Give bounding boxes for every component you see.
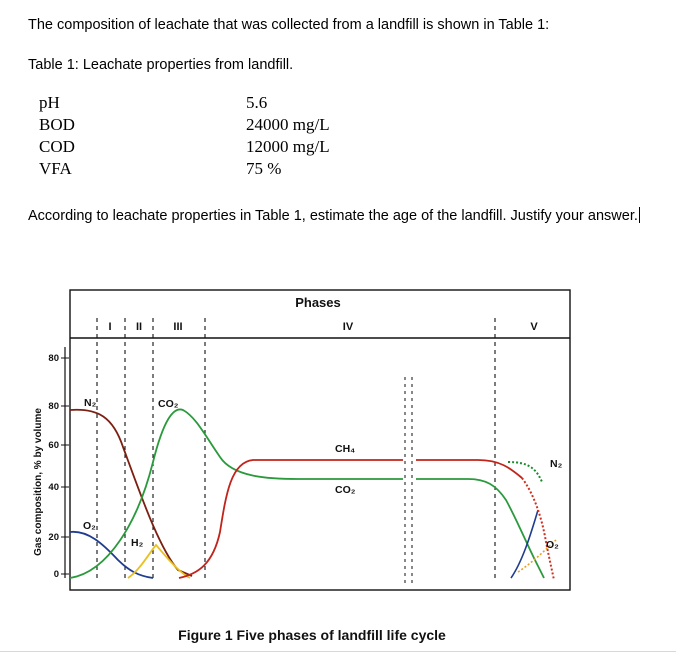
co2-peak-label: CO₂	[158, 398, 179, 410]
y-tick-label: 60	[48, 440, 59, 451]
property-value: 24000 mg/L	[246, 115, 330, 134]
phases-title: Phases	[295, 295, 341, 310]
ch4-label: CH₄	[335, 443, 356, 455]
property-value: 75 %	[246, 159, 282, 178]
phase-label-ii: II	[135, 321, 143, 333]
property-name: COD	[39, 137, 75, 156]
y-axis	[48, 347, 69, 580]
page-divider	[0, 651, 676, 652]
ch4-curve	[179, 460, 522, 578]
property-name: pH	[39, 93, 60, 112]
o2-right-label: O₂	[546, 539, 559, 551]
y-tick-label: 80	[48, 353, 59, 364]
property-value: 5.6	[246, 93, 268, 112]
phase-label-i: I	[108, 321, 112, 333]
figure-caption: Figure 1 Five phases of landfill life cycle	[178, 627, 446, 643]
question-paragraph[interactable]	[28, 204, 664, 228]
y-tick-label: 20	[48, 532, 59, 543]
co2-label: CO₂	[335, 484, 356, 496]
intro-text: The composition of leachate that was collected from a landfill is shown in Table 1:	[28, 17, 550, 33]
n2-right-label: N₂	[550, 458, 563, 470]
h2-label: H₂	[131, 537, 144, 549]
n2-label: N₂	[84, 397, 97, 409]
property-name: BOD	[39, 115, 75, 134]
phase-label-iii: III	[173, 321, 183, 333]
text-cursor	[639, 207, 640, 223]
phase-label-iv: IV	[342, 321, 354, 333]
y-tick-label: 40	[48, 482, 59, 493]
y-axis-label: Gas composition, % by volume	[33, 408, 44, 556]
n2-rising-curve	[511, 510, 538, 578]
question-text: According to leachate properties in Table 1, estimate the age of the landfill. Justify your answer.	[28, 208, 638, 224]
property-value: 12000 mg/L	[246, 137, 330, 156]
axis-break	[405, 377, 412, 587]
o2-label: O₂	[83, 520, 96, 532]
y-tick-label: 0	[53, 569, 59, 580]
phase-label-v: V	[530, 321, 538, 333]
landfill-phase-figure	[28, 282, 648, 652]
y-tick-label: 80	[48, 401, 59, 412]
property-name: VFA	[39, 159, 72, 178]
table-caption: Table 1: Leachate properties from landfill.	[28, 57, 294, 73]
n2-curve	[70, 410, 192, 576]
